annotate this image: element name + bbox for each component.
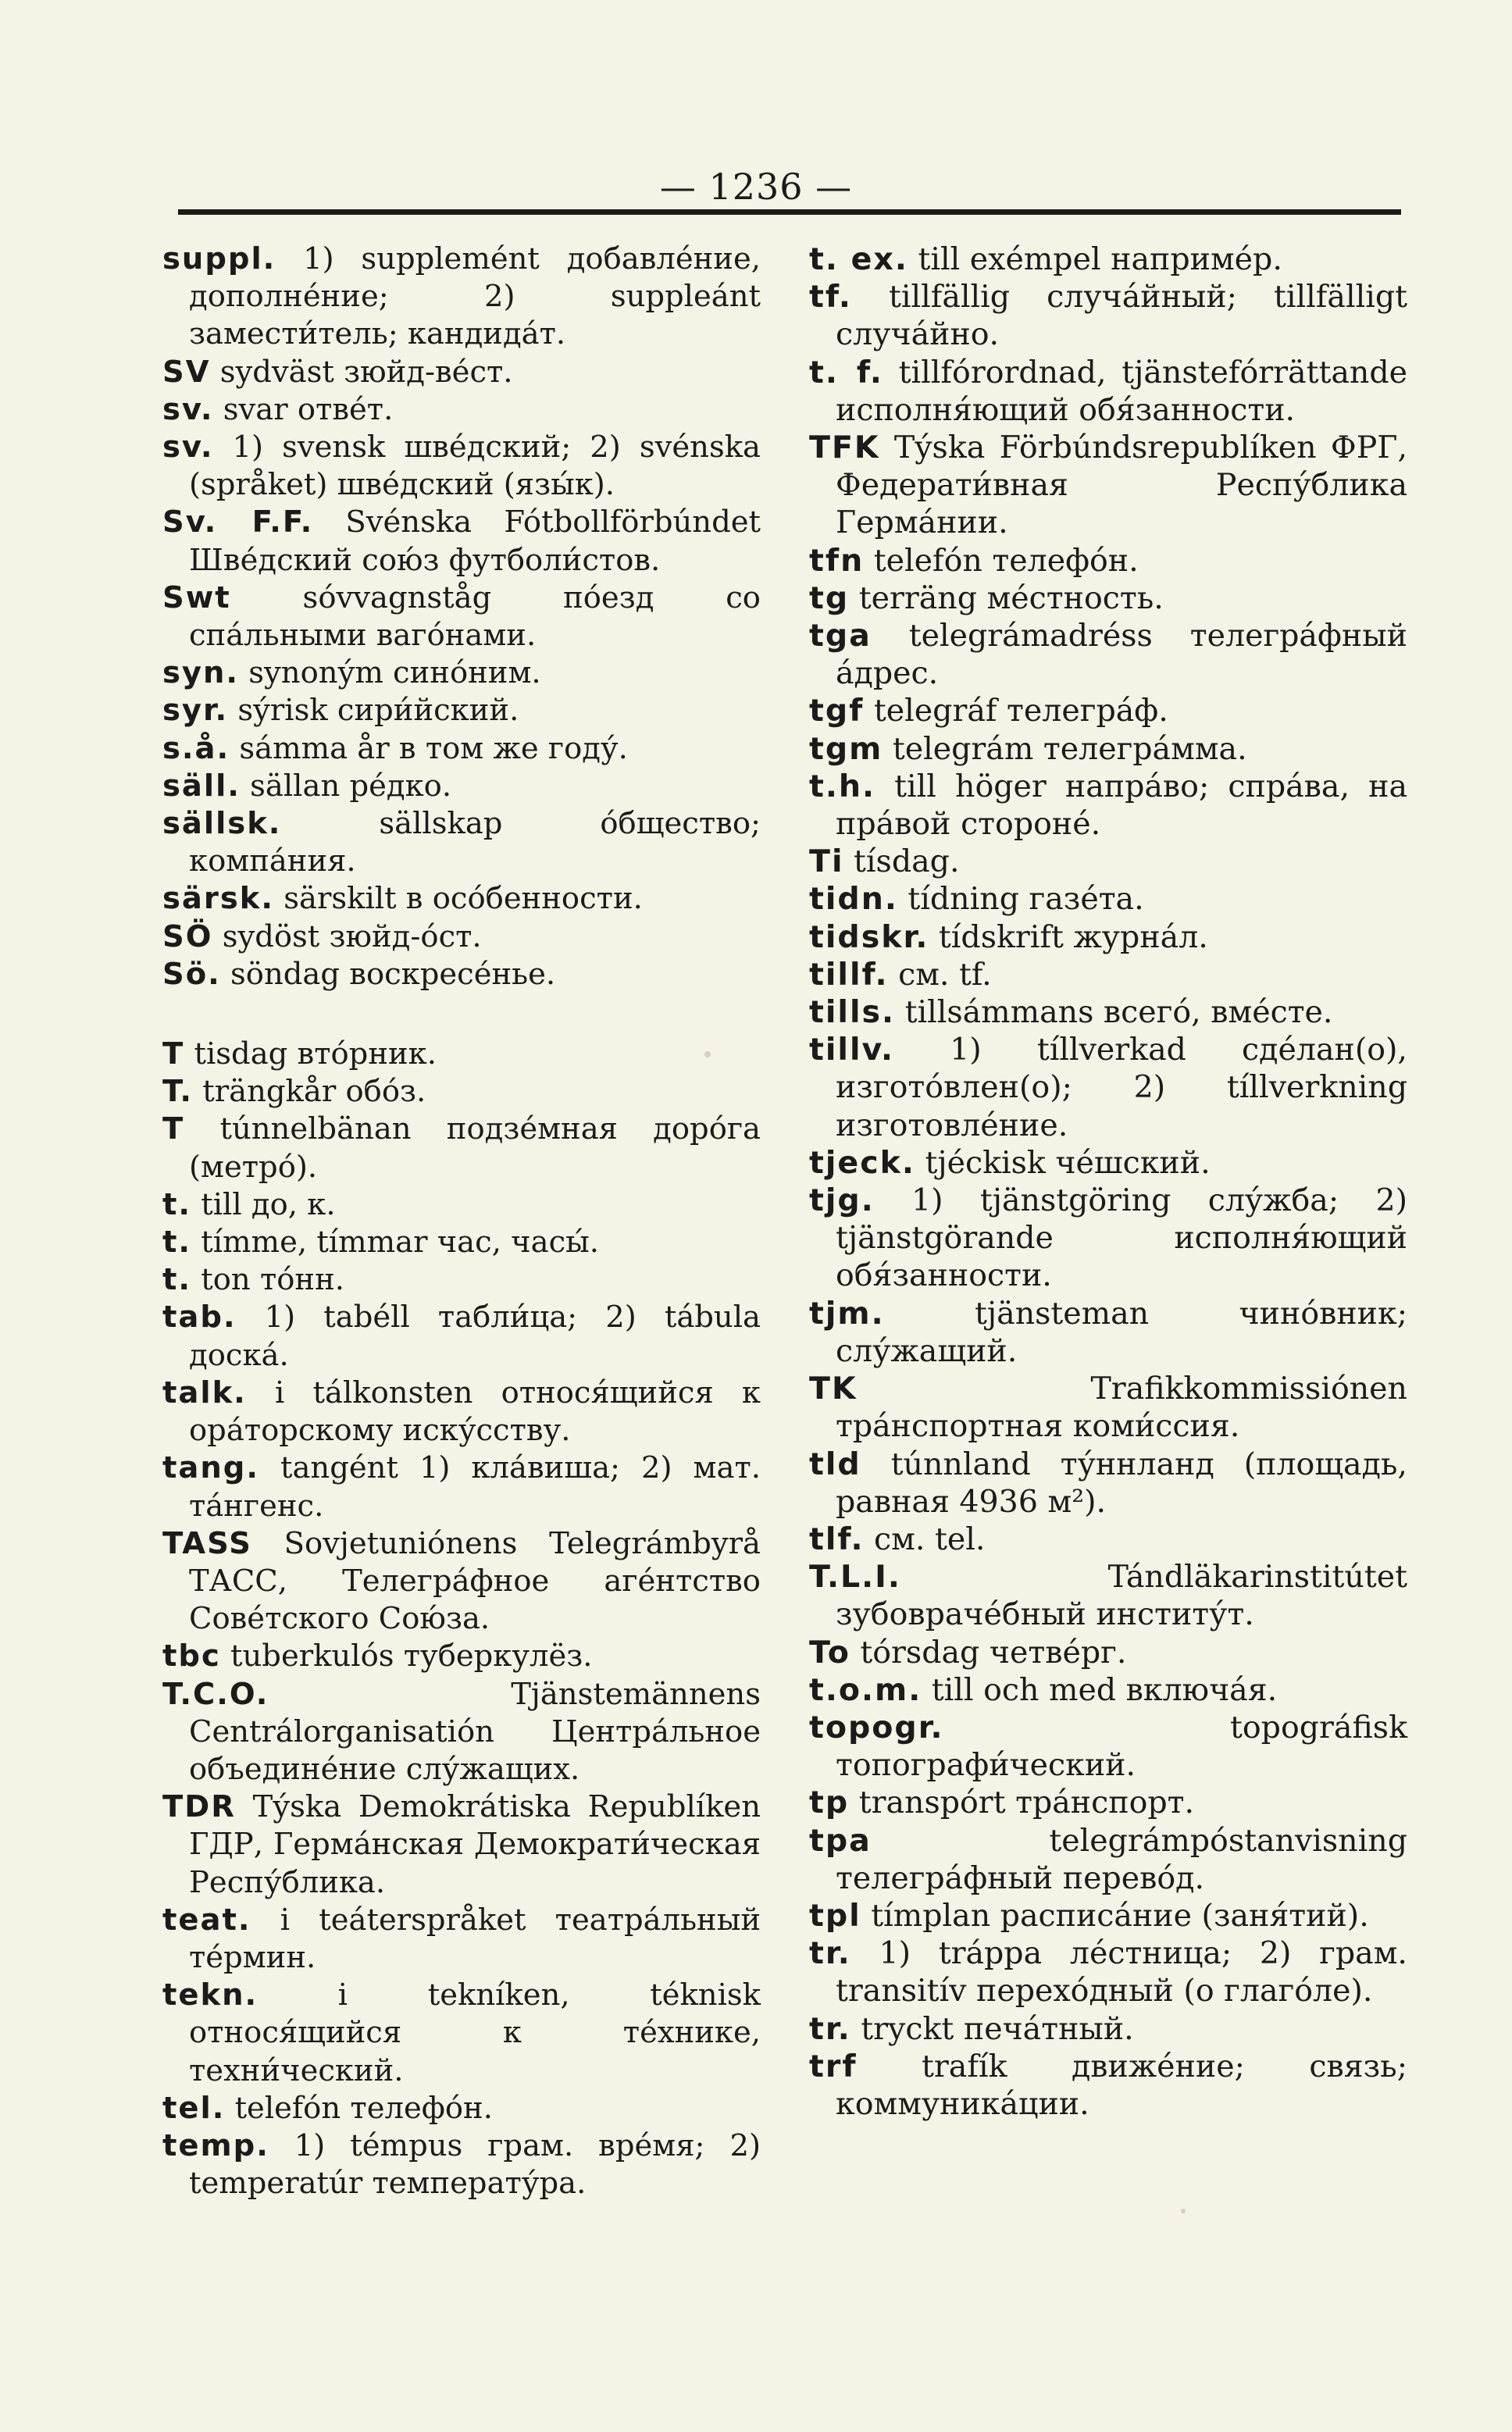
entry-abbreviation: tillf. bbox=[809, 956, 889, 993]
entry-abbreviation: Sv. F.F. bbox=[162, 505, 314, 540]
entry-abbreviation: T bbox=[162, 1111, 185, 1147]
dictionary-entry bbox=[809, 956, 1407, 993]
entry-definition: Tándläkarinstitútet зубовраче́бный институ́т. bbox=[836, 1559, 1407, 1633]
entry-definition: tuberkulós туберкулёз. bbox=[220, 1639, 593, 1674]
dictionary-entry bbox=[809, 1822, 1407, 1897]
entry-definition: tillfällig случа́йный; tillfälligt случа́йно. bbox=[836, 279, 1407, 353]
entry-definition: sydväst зюйд-ве́ст. bbox=[210, 354, 513, 390]
dictionary-entry bbox=[809, 542, 1407, 579]
entry-definition: särskilt в осо́бенности. bbox=[274, 881, 643, 917]
entry-abbreviation: tang. bbox=[162, 1450, 259, 1486]
dictionary-entry bbox=[162, 768, 761, 805]
page-number-header: — 1236 — bbox=[659, 166, 853, 208]
header-rule bbox=[178, 209, 1401, 215]
entry-definition: telegrám телегра́мма. bbox=[883, 730, 1247, 767]
entry-definition: transpórt тра́нспорт. bbox=[849, 1785, 1195, 1821]
entry-abbreviation: tga bbox=[809, 618, 872, 654]
dictionary-entry bbox=[809, 1370, 1407, 1445]
entry-definition: 1) tíllverkad сде́лан(о), изгото́влен(о); 2) tíllverkning изготовле́ние. bbox=[836, 1032, 1407, 1143]
entry-abbreviation: T.C.O. bbox=[162, 1676, 269, 1712]
entry-definition: telegráf телегра́ф. bbox=[864, 693, 1168, 729]
entry-abbreviation: T.L.I. bbox=[809, 1559, 901, 1596]
entry-abbreviation: tjm. bbox=[809, 1295, 885, 1332]
entry-abbreviation: TDR bbox=[162, 1789, 236, 1825]
entry-abbreviation: t.o.m. bbox=[809, 1671, 922, 1708]
entry-definition: Svénska Fótbollförbúndet Шве́дский сою́з футболи́стов. bbox=[189, 505, 761, 578]
entry-definition: söndag воскресе́нье. bbox=[220, 956, 556, 992]
entry-abbreviation: tg bbox=[809, 579, 850, 616]
entry-abbreviation: tp bbox=[809, 1785, 850, 1821]
dictionary-entry bbox=[162, 730, 761, 768]
entry-definition: i teáterspråket театра́льный те́рмин. bbox=[189, 1902, 761, 1975]
entry-abbreviation: TASS bbox=[162, 1525, 252, 1561]
entry-definition: Tjänstemännens Centrálorganisatión Центра́льное объедине́ние слу́жащих. bbox=[189, 1676, 761, 1787]
entry-abbreviation: T bbox=[162, 1036, 185, 1072]
dictionary-entry bbox=[809, 1784, 1407, 1821]
entry-abbreviation: syr. bbox=[162, 693, 229, 729]
dictionary-entry bbox=[809, 1182, 1407, 1295]
entry-abbreviation: Ti bbox=[809, 843, 844, 880]
entry-abbreviation: SV bbox=[162, 354, 211, 390]
entry-abbreviation: tfn bbox=[809, 542, 865, 579]
dictionary-entry bbox=[809, 429, 1407, 542]
entry-definition: tillfórordnad, tjänstefórrättande исполня́ющий обя́занности. bbox=[836, 354, 1408, 428]
dictionary-entry bbox=[809, 1295, 1407, 1370]
entry-abbreviation: talk. bbox=[162, 1375, 247, 1410]
entry-abbreviation: tpl bbox=[809, 1897, 861, 1934]
entry-abbreviation: temp. bbox=[162, 2127, 269, 2163]
dictionary-entry bbox=[162, 1186, 761, 1224]
dictionary-entry bbox=[809, 1144, 1407, 1182]
dictionary-entry bbox=[809, 1031, 1407, 1144]
entry-definition: i tálkonsten относя́щийся к ора́торскому иску́сству. bbox=[189, 1375, 761, 1449]
dictionary-entry bbox=[809, 730, 1407, 768]
dictionary-entry bbox=[809, 278, 1407, 353]
entry-abbreviation: tjeck. bbox=[809, 1144, 915, 1181]
dictionary-entry bbox=[162, 1375, 761, 1450]
entry-definition: tryckt печа́тный. bbox=[850, 2010, 1134, 2047]
entry-definition: tídskrift журна́л. bbox=[929, 918, 1208, 955]
entry-abbreviation: t. bbox=[162, 1225, 192, 1261]
entry-definition: tjänsteman чино́вник; слу́жащий. bbox=[836, 1295, 1407, 1369]
entry-definition: tídning газе́та. bbox=[897, 881, 1144, 918]
entry-abbreviation: TFK bbox=[809, 430, 880, 466]
entry-abbreviation: tekn. bbox=[162, 1977, 259, 2013]
dictionary-entry bbox=[162, 956, 761, 993]
dictionary-entry bbox=[809, 1671, 1407, 1709]
entry-definition: см. tf. bbox=[888, 956, 992, 993]
entry-definition: till och med включа́я. bbox=[922, 1671, 1278, 1708]
entry-abbreviation: tld bbox=[809, 1446, 861, 1482]
dictionary-entry bbox=[162, 918, 761, 956]
entry-abbreviation: tel. bbox=[162, 2090, 226, 2126]
entry-definition: telefón телефо́н. bbox=[225, 2090, 493, 2126]
entry-definition: telegrámadréss телегра́фный а́дрес. bbox=[836, 618, 1407, 692]
entry-definition: topográfisk топографи́ческий. bbox=[836, 1709, 1407, 1784]
entry-definition: i tekníken, téknisk относя́щийся к те́хнике, техни́ческий. bbox=[189, 1977, 761, 2088]
dictionary-entry bbox=[162, 241, 761, 354]
entry-abbreviation: tidn. bbox=[809, 881, 898, 918]
entry-abbreviation: To bbox=[809, 1634, 850, 1671]
entry-definition: sällskap о́бщество; компа́ния. bbox=[189, 806, 761, 879]
dictionary-entry bbox=[809, 692, 1407, 729]
dictionary-entry bbox=[162, 1036, 761, 1073]
dictionary-entry bbox=[162, 1261, 761, 1299]
dictionary-entry bbox=[809, 1897, 1407, 1935]
entry-definition: telegrámpóstanvisning телегра́фный перево́д. bbox=[836, 1822, 1407, 1896]
dictionary-entry bbox=[162, 1224, 761, 1261]
entry-definition: sällan ре́дко. bbox=[240, 768, 452, 804]
entry-abbreviation: t. bbox=[162, 1262, 192, 1298]
entry-definition: sámma år в том же году́. bbox=[230, 730, 628, 766]
entry-definition: túnnelbänan подзе́мная доро́га (метро́). bbox=[184, 1111, 761, 1185]
dictionary-entry bbox=[809, 2010, 1407, 2048]
entry-definition: telefón телефо́н. bbox=[864, 542, 1139, 579]
entry-definition: terräng ме́стность. bbox=[849, 579, 1164, 616]
dictionary-entry bbox=[809, 1935, 1407, 2009]
entry-abbreviation: t.h. bbox=[809, 768, 876, 804]
entry-definition: tímplan расписа́ние (заня́тий). bbox=[861, 1897, 1369, 1934]
entry-definition: trängkår обо́з. bbox=[193, 1074, 426, 1110]
dictionary-entry bbox=[809, 768, 1407, 843]
entry-abbreviation: tab. bbox=[162, 1300, 237, 1335]
paper-speck bbox=[704, 1051, 711, 1057]
entry-definition: till höger напра́во; спра́ва, на пра́вой стороне́. bbox=[836, 768, 1407, 843]
entry-abbreviation: TK bbox=[809, 1371, 858, 1407]
dictionary-entry bbox=[162, 354, 761, 391]
entry-abbreviation: tjg. bbox=[809, 1182, 875, 1219]
dictionary-entry bbox=[162, 391, 761, 429]
entry-abbreviation: tillv. bbox=[809, 1032, 895, 1068]
entry-abbreviation: tidskr. bbox=[809, 918, 929, 955]
dictionary-entry bbox=[162, 654, 761, 692]
entry-definition: tjéckisk че́шский. bbox=[915, 1144, 1211, 1181]
entry-abbreviation: SÖ bbox=[162, 918, 213, 954]
entry-abbreviation: trf bbox=[809, 2048, 858, 2084]
dictionary-entry bbox=[162, 2090, 761, 2127]
dictionary-entry bbox=[809, 880, 1407, 918]
entry-definition: sydöst зюйд-о́ст. bbox=[212, 918, 482, 954]
entry-definition: tillsámmans всего́, вме́сте. bbox=[895, 994, 1333, 1031]
entry-definition: 1) tjänstgöring слу́жба; 2) tjänstgörande исполня́ющий обя́занности. bbox=[836, 1182, 1407, 1294]
entry-abbreviation: tills. bbox=[809, 994, 896, 1031]
dictionary-entry bbox=[162, 880, 761, 918]
entry-definition: tangént 1) кла́виша; 2) мат. та́нгенс. bbox=[189, 1450, 761, 1524]
dictionary-entry bbox=[809, 617, 1407, 692]
entry-abbreviation: t. bbox=[162, 1186, 192, 1222]
entry-definition: túnnland ту́ннланд (площадь, равная 4936 м²). bbox=[836, 1446, 1407, 1520]
dictionary-entry bbox=[809, 1634, 1407, 1671]
entry-definition: tórsdag четве́рг. bbox=[850, 1634, 1127, 1671]
entry-abbreviation: t. f. bbox=[809, 354, 883, 390]
entry-abbreviation: tr. bbox=[809, 1935, 851, 1972]
dictionary-entry bbox=[162, 579, 761, 654]
entry-definition: tisdag вто́рник. bbox=[184, 1036, 437, 1072]
entry-definition: till exémpel наприме́р. bbox=[908, 241, 1282, 277]
entry-definition: till до, к. bbox=[191, 1186, 336, 1222]
dictionary-entry bbox=[809, 1446, 1407, 1521]
entry-abbreviation: säll. bbox=[162, 768, 241, 804]
dictionary-entry bbox=[162, 1299, 761, 1374]
entry-abbreviation: Swt bbox=[162, 579, 231, 615]
entry-abbreviation: tbc bbox=[162, 1639, 221, 1674]
dictionary-entry bbox=[809, 993, 1407, 1031]
dictionary-entry bbox=[162, 805, 761, 880]
dictionary-entry bbox=[162, 1676, 761, 1789]
entry-abbreviation: tlf. bbox=[809, 1521, 865, 1557]
entry-definition: см. tel. bbox=[864, 1521, 986, 1557]
entry-definition: 1) supplemént добавле́ние, дополне́ние; 2) suppleánt замести́тель; кандида́т. bbox=[189, 241, 761, 352]
entry-definition: 1) svensk шве́дский; 2) svénska (språket) шве́дский (язы́к). bbox=[189, 430, 761, 503]
entry-definition: Sovjetuniónens Telegrámbyrå ТАСС, Телегра́фное аге́нтство Сове́тского Сою́за. bbox=[189, 1525, 761, 1637]
dictionary-entry bbox=[162, 1073, 761, 1111]
dictionary-entry bbox=[162, 1788, 761, 1902]
dictionary-entry bbox=[162, 1902, 761, 1977]
entry-definition: Týska Demokrátiska Republíken ГДР, Герма́нская Демократи́ческая Респу́блика. bbox=[189, 1789, 761, 1900]
dictionary-entry bbox=[162, 1450, 761, 1524]
section-gap bbox=[162, 993, 761, 1036]
dictionary-entry bbox=[162, 1977, 761, 2090]
dictionary-entry bbox=[162, 429, 761, 504]
dictionary-entry bbox=[162, 1525, 761, 1639]
entry-definition: Týska Förbúndsrepublíken ФРГ, Федерати́вная Респу́блика Герма́нии. bbox=[836, 430, 1407, 541]
entry-definition: tímme, tímmar час, часы́. bbox=[191, 1225, 600, 1261]
entry-abbreviation: tgm bbox=[809, 730, 883, 767]
dictionary-entry bbox=[809, 1521, 1407, 1558]
dictionary-entry bbox=[809, 918, 1407, 956]
dictionary-entry bbox=[809, 354, 1407, 429]
paper-speck bbox=[1181, 2209, 1186, 2213]
dictionary-entry bbox=[809, 2048, 1407, 2123]
entry-definition: 1) tráppa ле́стница; 2) грам. transitív перехо́дный (о глаго́ле). bbox=[836, 1935, 1407, 2009]
entry-abbreviation: t. ex. bbox=[809, 241, 908, 277]
entry-abbreviation: särsk. bbox=[162, 881, 275, 917]
entry-definition: trafík движе́ние; связь; коммуника́ции. bbox=[836, 2048, 1407, 2122]
entry-definition: Trafikkommissiónen тра́нспортная коми́ссия. bbox=[836, 1371, 1407, 1445]
entry-abbreviation: tgf bbox=[809, 693, 865, 729]
entry-abbreviation: teat. bbox=[162, 1902, 251, 1938]
entry-abbreviation: syn. bbox=[162, 655, 240, 691]
entry-definition: 1) tabéll табли́ца; 2) tábula доска́. bbox=[189, 1300, 761, 1373]
entry-abbreviation: sv. bbox=[162, 430, 214, 465]
dictionary-entry bbox=[162, 692, 761, 729]
entry-abbreviation: tr. bbox=[809, 2010, 851, 2047]
entry-definition: ton то́нн. bbox=[191, 1262, 344, 1298]
dictionary-entry bbox=[162, 2127, 761, 2202]
entry-abbreviation: topogr. bbox=[809, 1709, 944, 1746]
left-column bbox=[162, 241, 761, 2202]
dictionary-entry bbox=[809, 843, 1407, 880]
entry-abbreviation: sällsk. bbox=[162, 806, 282, 842]
dictionary-entry bbox=[809, 241, 1407, 278]
entry-abbreviation: suppl. bbox=[162, 241, 276, 276]
dictionary-entry bbox=[809, 1709, 1407, 1784]
entry-abbreviation: T. bbox=[162, 1074, 194, 1110]
dictionary-entry bbox=[162, 504, 761, 579]
entry-definition: 1) témpus грам. вре́мя; 2) temperatúr температу́ра. bbox=[189, 2127, 761, 2202]
entry-abbreviation: tf. bbox=[809, 279, 852, 316]
dictionary-entry bbox=[162, 1111, 761, 1186]
entry-abbreviation: Sö. bbox=[162, 956, 221, 992]
right-column bbox=[809, 241, 1407, 2123]
entry-abbreviation: tpa bbox=[809, 1822, 872, 1859]
entry-definition: synoným сино́ним. bbox=[239, 655, 541, 691]
entry-definition: tísdag. bbox=[843, 843, 960, 880]
entry-definition: sýrisk сири́йский. bbox=[228, 693, 519, 729]
entry-abbreviation: sv. bbox=[162, 391, 214, 427]
entry-definition: svar отве́т. bbox=[213, 391, 394, 427]
dictionary-entry bbox=[809, 579, 1407, 617]
dictionary-entry bbox=[162, 1638, 761, 1675]
dictionary-entry bbox=[809, 1558, 1407, 1633]
entry-abbreviation: s.å. bbox=[162, 730, 230, 766]
entry-definition: sóvvagnståg по́езд со спа́льными ваго́нами. bbox=[189, 579, 761, 654]
